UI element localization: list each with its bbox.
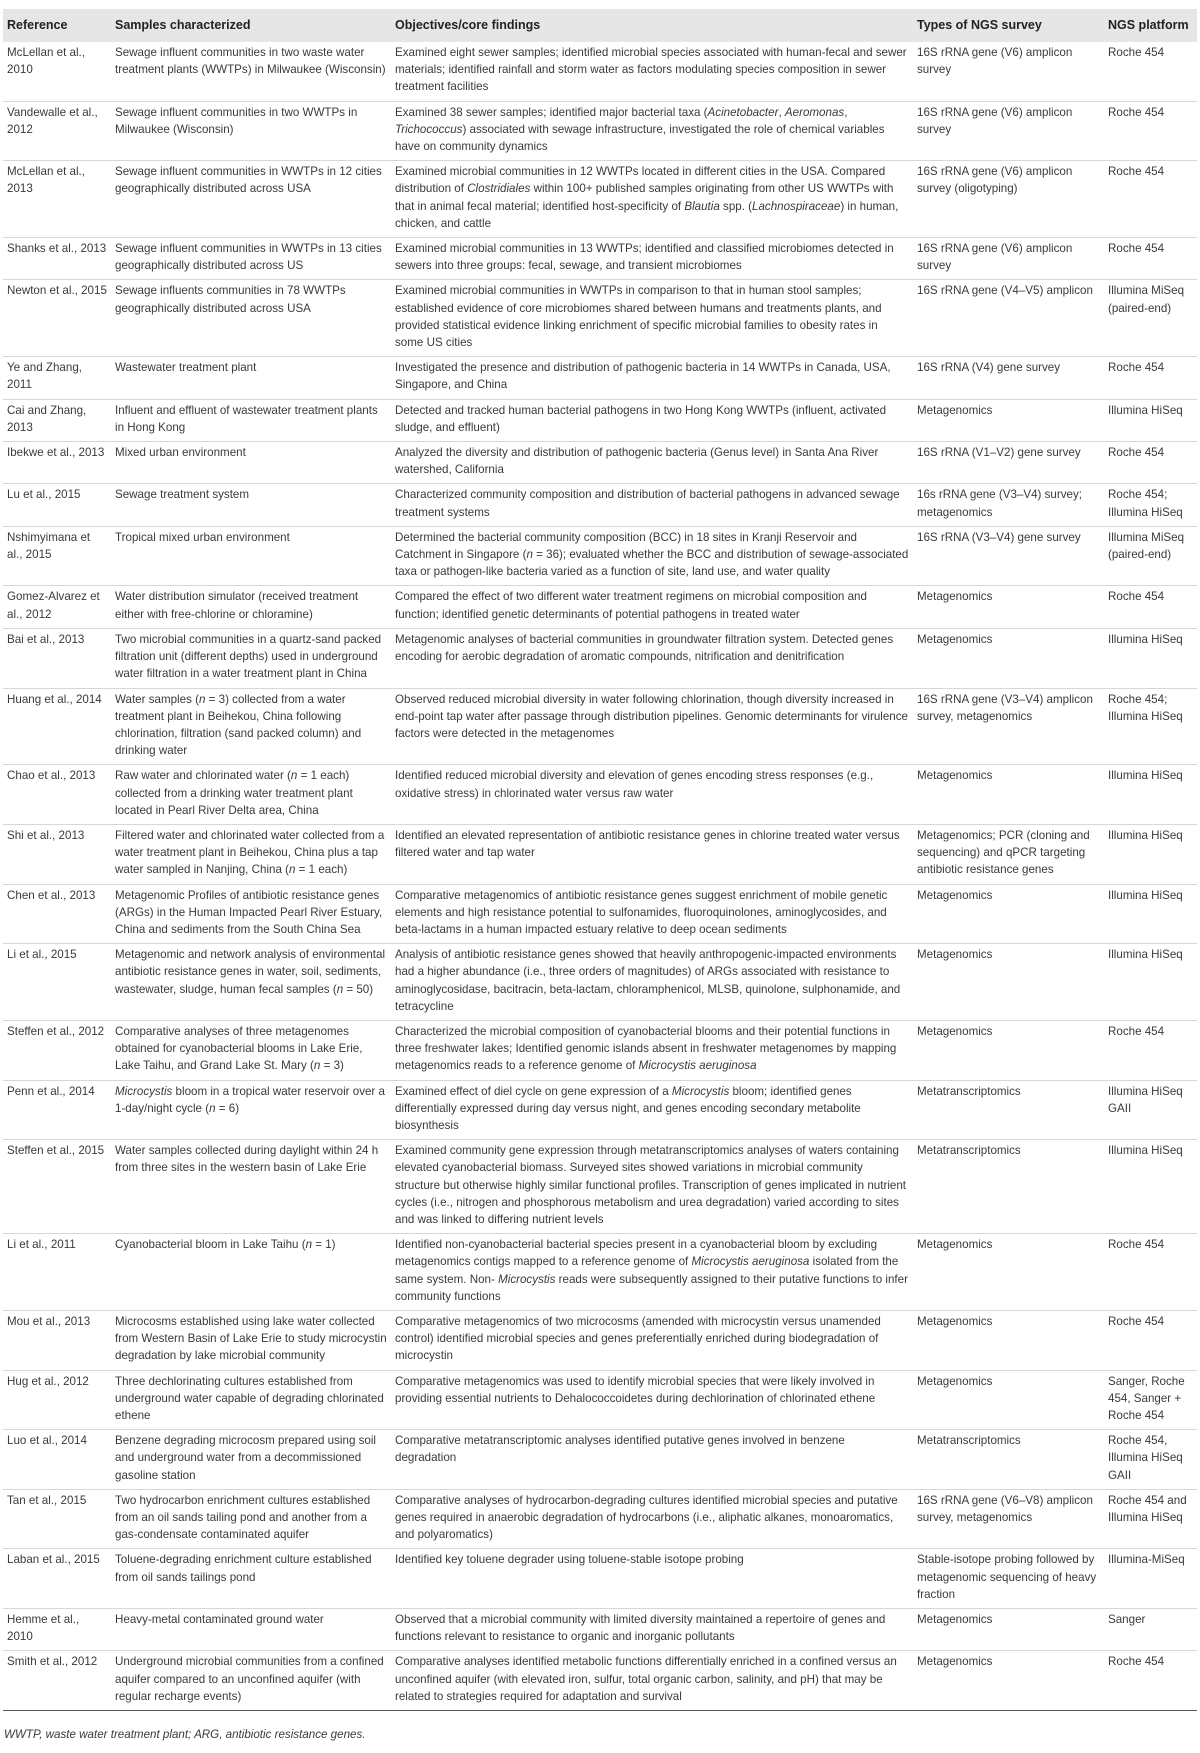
- cell-samples: Raw water and chlorinated water (n = 1 each) collected from a drinking water treatment plant located in Pearl River Delta area, China: [111, 765, 391, 825]
- cell-samples: Water samples collected during daylight within 24 h from three sites in the western basin of Lake Erie: [111, 1140, 391, 1234]
- cell-survey-type: 16S rRNA gene (V4–V5) amplicon: [913, 280, 1104, 357]
- cell-findings: Characterized community composition and distribution of bacterial pathogens in advanced sewage treatment systems: [391, 484, 913, 526]
- header-survey-type: Types of NGS survey: [913, 9, 1104, 42]
- ngs-studies-table: [3, 9, 1197, 1711]
- cell-samples: Metagenomic and network analysis of environmental antibiotic resistance genes in water, soil, sediments, wastewater, sludge, human fecal samples (n = 50): [111, 944, 391, 1021]
- table-footnote: WWTP, waste water treatment plant; ARG, antibiotic resistance genes.: [4, 1728, 366, 1741]
- table-row: [3, 161, 1197, 238]
- table-row: [3, 442, 1197, 484]
- cell-samples: Metagenomic Profiles of antibiotic resistance genes (ARGs) in the Human Impacted Pearl River Estuary, China and sediments from the South China Sea: [111, 884, 391, 944]
- cell-survey-type: Metatranscriptomics: [913, 1140, 1104, 1234]
- cell-survey-type: Metagenomics: [913, 1370, 1104, 1430]
- cell-findings: Analyzed the diversity and distribution of pathogenic bacteria (Genus level) in Santa Ana River watershed, California: [391, 442, 913, 484]
- cell-platform: Roche 454: [1104, 1234, 1197, 1311]
- cell-samples: Sewage treatment system: [111, 484, 391, 526]
- cell-reference: Shanks et al., 2013: [3, 238, 111, 280]
- cell-samples: Cyanobacterial bloom in Lake Taihu (n = 1): [111, 1234, 391, 1311]
- cell-reference: Nshimyimana et al., 2015: [3, 526, 111, 586]
- table-row: [3, 765, 1197, 825]
- table-row: [3, 824, 1197, 884]
- cell-survey-type: Metagenomics: [913, 586, 1104, 628]
- cell-platform: Roche 454, Illumina HiSeq GAII: [1104, 1430, 1197, 1490]
- cell-reference: Laban et al., 2015: [3, 1549, 111, 1609]
- cell-samples: Water distribution simulator (received treatment either with free-chlorine or chloramine): [111, 586, 391, 628]
- cell-reference: Chen et al., 2013: [3, 884, 111, 944]
- cell-platform: Roche 454: [1104, 101, 1197, 161]
- table-row: [3, 357, 1197, 399]
- cell-reference: Penn et al., 2014: [3, 1080, 111, 1140]
- table-row: [3, 1489, 1197, 1549]
- cell-survey-type: Metatranscriptomics: [913, 1430, 1104, 1490]
- cell-findings: Examined 38 sewer samples; identified major bacterial taxa (Acinetobacter, Aeromonas, Trichococcus) associated with sewage infrastructure, investigated the role of chemical variables have on community dynamics: [391, 101, 913, 161]
- cell-survey-type: 16S rRNA (V4) gene survey: [913, 357, 1104, 399]
- cell-findings: Comparative metatranscriptomic analyses identified putative genes involved in benzene degradation: [391, 1430, 913, 1490]
- cell-samples: Underground microbial communities from a confined aquifer compared to an unconfined aquifer (with regular recharge events): [111, 1651, 391, 1711]
- cell-samples: Tropical mixed urban environment: [111, 526, 391, 586]
- cell-reference: Luo et al., 2014: [3, 1430, 111, 1490]
- cell-findings: Detected and tracked human bacterial pathogens in two Hong Kong WWTPs (influent, activated sludge, and effluent): [391, 399, 913, 441]
- cell-reference: Tan et al., 2015: [3, 1489, 111, 1549]
- table-header-row: [3, 9, 1197, 42]
- table-row: [3, 1020, 1197, 1080]
- cell-survey-type: Metagenomics; PCR (cloning and sequencing) and qPCR targeting antibiotic resistance genes: [913, 824, 1104, 884]
- table-body: [3, 42, 1197, 1711]
- cell-platform: Illumina HiSeq: [1104, 1140, 1197, 1234]
- cell-platform: Illumina-MiSeq: [1104, 1549, 1197, 1609]
- cell-samples: Filtered water and chlorinated water collected from a water treatment plant in Beihekou, China plus a tap water sampled in Nanjing, China (n = 1 each): [111, 824, 391, 884]
- cell-reference: McLellan et al., 2010: [3, 42, 111, 101]
- cell-platform: Illumina HiSeq: [1104, 628, 1197, 688]
- cell-platform: Roche 454; Illumina HiSeq: [1104, 484, 1197, 526]
- cell-findings: Comparative analyses of hydrocarbon-degrading cultures identified microbial species and putative genes required in anaerobic degradation of hydrocarbons (i.e., aliphatic alkanes, monoaromatics, and polyaromatics): [391, 1489, 913, 1549]
- cell-samples: Comparative analyses of three metagenomes obtained for cyanobacterial blooms in Lake Erie, Lake Taihu, and Grand Lake St. Mary (n = 3): [111, 1020, 391, 1080]
- cell-reference: Bai et al., 2013: [3, 628, 111, 688]
- cell-survey-type: 16s rRNA gene (V3–V4) survey; metagenomics: [913, 484, 1104, 526]
- cell-survey-type: 16S rRNA (V3–V4) gene survey: [913, 526, 1104, 586]
- cell-survey-type: Metagenomics: [913, 628, 1104, 688]
- cell-samples: Water samples (n = 3) collected from a water treatment plant in Beihekou, China following chlorination, filtration (sand packed column) and drinking water: [111, 688, 391, 765]
- cell-samples: Heavy-metal contaminated ground water: [111, 1609, 391, 1651]
- cell-samples: Wastewater treatment plant: [111, 357, 391, 399]
- cell-findings: Identified non-cyanobacterial bacterial species present in a cyanobacterial bloom by excluding metagenomics contigs mapped to a reference genome of Microcystis aeruginosa isolated from the same system. Non- Microcystis reads were subsequently assigned to their putative functions to infer community functions: [391, 1234, 913, 1311]
- cell-samples: Microcystis bloom in a tropical water reservoir over a 1-day/night cycle (n = 6): [111, 1080, 391, 1140]
- cell-samples: Sewage influent communities in WWTPs in 13 cities geographically distributed across US: [111, 238, 391, 280]
- cell-platform: Roche 454: [1104, 442, 1197, 484]
- cell-platform: Roche 454: [1104, 238, 1197, 280]
- cell-findings: Observed that a microbial community with limited diversity maintained a repertoire of genes and functions relevant to resistance to organic and inorganic pollutants: [391, 1609, 913, 1651]
- cell-survey-type: 16S rRNA gene (V6) amplicon survey: [913, 238, 1104, 280]
- cell-reference: Gomez-Alvarez et al., 2012: [3, 586, 111, 628]
- table-row: [3, 42, 1197, 101]
- table-row: [3, 238, 1197, 280]
- cell-reference: Hemme et al., 2010: [3, 1609, 111, 1651]
- cell-findings: Examined eight sewer samples; identified microbial species associated with human-fecal and sewer materials; identified rainfall and storm water as factors modulating species composition in sewer treatment facilities: [391, 42, 913, 101]
- cell-platform: Roche 454: [1104, 161, 1197, 238]
- table-row: [3, 1140, 1197, 1234]
- cell-platform: Sanger: [1104, 1609, 1197, 1651]
- cell-samples: Two microbial communities in a quartz-sand packed filtration unit (different depths) used in underground water filtration in a water treatment plant in China: [111, 628, 391, 688]
- cell-samples: Sewage influents communities in 78 WWTPs geographically distributed across USA: [111, 280, 391, 357]
- cell-reference: Ibekwe et al., 2013: [3, 442, 111, 484]
- cell-reference: Chao et al., 2013: [3, 765, 111, 825]
- cell-platform: Roche 454 and Illumina HiSeq: [1104, 1489, 1197, 1549]
- cell-reference: Lu et al., 2015: [3, 484, 111, 526]
- cell-samples: Toluene-degrading enrichment culture established from oil sands tailings pond: [111, 1549, 391, 1609]
- cell-reference: Vandewalle et al., 2012: [3, 101, 111, 161]
- cell-survey-type: Metagenomics: [913, 1234, 1104, 1311]
- cell-survey-type: Metagenomics: [913, 1651, 1104, 1711]
- header-findings: Objectives/core findings: [391, 9, 913, 42]
- table-row: [3, 526, 1197, 586]
- cell-platform: Illumina HiSeq: [1104, 884, 1197, 944]
- cell-reference: Shi et al., 2013: [3, 824, 111, 884]
- cell-survey-type: 16S rRNA (V1–V2) gene survey: [913, 442, 1104, 484]
- table-row: [3, 628, 1197, 688]
- table-row: [3, 1549, 1197, 1609]
- cell-findings: Investigated the presence and distribution of pathogenic bacteria in 14 WWTPs in Canada, USA, Singapore, and China: [391, 357, 913, 399]
- cell-findings: Examined microbial communities in 12 WWTPs located in different cities in the USA. Compared distribution of Clostridiales within 100+ published samples originating from other US WWTPs with that in animal fecal material; identified host-specificity of Blautia spp. (Lachnospiraceae) in human, chicken, and cattle: [391, 161, 913, 238]
- table-row: [3, 399, 1197, 441]
- cell-findings: Identified an elevated representation of antibiotic resistance genes in chlorine treated water versus filtered water and tap water: [391, 824, 913, 884]
- cell-findings: Observed reduced microbial diversity in water following chlorination, though diversity increased in end-point tap water after passage through distribution pipelines. Genomic determinants for virulence factors were detected in the metagenomes: [391, 688, 913, 765]
- table-row: [3, 1430, 1197, 1490]
- table-row: [3, 484, 1197, 526]
- cell-samples: Microcosms established using lake water collected from Western Basin of Lake Erie to study microcystin degradation by lake microbial community: [111, 1311, 391, 1371]
- cell-platform: Roche 454: [1104, 1311, 1197, 1371]
- cell-reference: Huang et al., 2014: [3, 688, 111, 765]
- cell-survey-type: 16S rRNA gene (V6) amplicon survey (oligotyping): [913, 161, 1104, 238]
- cell-platform: Illumina HiSeq GAII: [1104, 1080, 1197, 1140]
- cell-samples: Two hydrocarbon enrichment cultures established from an oil sands tailing pond and another from a gas-condensate contaminated aquifer: [111, 1489, 391, 1549]
- cell-samples: Sewage influent communities in WWTPs in 12 cities geographically distributed across USA: [111, 161, 391, 238]
- header-reference: Reference: [3, 9, 111, 42]
- table-row: [3, 884, 1197, 944]
- cell-platform: Illumina HiSeq: [1104, 765, 1197, 825]
- cell-samples: Benzene degrading microcosm prepared using soil and underground water from a decommissioned gasoline station: [111, 1430, 391, 1490]
- table-row: [3, 944, 1197, 1021]
- cell-reference: Steffen et al., 2012: [3, 1020, 111, 1080]
- table-row: [3, 1311, 1197, 1371]
- cell-platform: Illumina HiSeq: [1104, 944, 1197, 1021]
- cell-findings: Analysis of antibiotic resistance genes showed that heavily anthropogenic-impacted environments had a higher abundance (i.e., three orders of magnitudes) of ARGs associated with resistance to aminoglycosidase, bacitracin, beta-lactam, chloramphenicol, MLSB, quinolone, sulphonamide, and tetracycline: [391, 944, 913, 1021]
- cell-reference: Mou et al., 2013: [3, 1311, 111, 1371]
- cell-samples: Mixed urban environment: [111, 442, 391, 484]
- cell-samples: Influent and effluent of wastewater treatment plants in Hong Kong: [111, 399, 391, 441]
- cell-survey-type: Metagenomics: [913, 1311, 1104, 1371]
- cell-platform: Roche 454: [1104, 42, 1197, 101]
- cell-survey-type: Metagenomics: [913, 399, 1104, 441]
- cell-findings: Comparative metagenomics of two microcosms (amended with microcystin versus unamended control) identified microbial species and genes preferentially enriched during biodegradation of microcystin: [391, 1311, 913, 1371]
- cell-platform: Illumina MiSeq (paired-end): [1104, 280, 1197, 357]
- cell-samples: Sewage influent communities in two WWTPs in Milwaukee (Wisconsin): [111, 101, 391, 161]
- table-row: [3, 1234, 1197, 1311]
- cell-findings: Characterized the microbial composition of cyanobacterial blooms and their potential functions in three freshwater lakes; Identified genomic islands absent in freshwater metagenomes by mapping metagenomics reads to a reference genome of Microcystis aeruginosa: [391, 1020, 913, 1080]
- cell-findings: Metagenomic analyses of bacterial communities in groundwater filtration system. Detected genes encoding for aerobic degradation of aromatic compounds, nitrification and denitrification: [391, 628, 913, 688]
- header-samples: Samples characterized: [111, 9, 391, 42]
- cell-reference: Li et al., 2015: [3, 944, 111, 1021]
- cell-platform: Sanger, Roche 454, Sanger + Roche 454: [1104, 1370, 1197, 1430]
- cell-reference: Smith et al., 2012: [3, 1651, 111, 1711]
- cell-platform: Roche 454; Illumina HiSeq: [1104, 688, 1197, 765]
- cell-findings: Comparative metagenomics of antibiotic resistance genes suggest enrichment of mobile genetic elements and high resistance potential to sulfonamides, fluoroquinolones, aminoglycosides, and beta-lactams in a human impacted estuary relative to deep ocean sediments: [391, 884, 913, 944]
- cell-findings: Examined community gene expression through metatranscriptomics analyses of waters containing elevated cyanobacterial biomass. Surveyed sites showed variations in microbial community structure but otherwise highly similar functional profiles. Transcription of genes implicated in nutrient cycles (i.e., nitrogen and phosphorous metabolism and urea degradation) varied according to sites and was linked to differing nutrient levels: [391, 1140, 913, 1234]
- cell-survey-type: Metatranscriptomics: [913, 1080, 1104, 1140]
- cell-survey-type: Metagenomics: [913, 944, 1104, 1021]
- cell-survey-type: 16S rRNA gene (V3–V4) amplicon survey, metagenomics: [913, 688, 1104, 765]
- table-row: [3, 280, 1197, 357]
- table-row: [3, 586, 1197, 628]
- cell-findings: Examined effect of diel cycle on gene expression of a Microcystis bloom; identified genes differentially expressed during day versus night, and genes encoding secondary metabolite biosynthesis: [391, 1080, 913, 1140]
- cell-survey-type: Metagenomics: [913, 1609, 1104, 1651]
- cell-platform: Illumina HiSeq: [1104, 824, 1197, 884]
- cell-findings: Identified key toluene degrader using toluene-stable isotope probing: [391, 1549, 913, 1609]
- cell-reference: Ye and Zhang, 2011: [3, 357, 111, 399]
- cell-findings: Examined microbial communities in 13 WWTPs; identified and classified microbiomes detected in sewers into three groups: fecal, sewage, and transient microbiomes: [391, 238, 913, 280]
- cell-findings: Identified reduced microbial diversity and elevation of genes encoding stress responses (e.g., oxidative stress) in chlorinated water versus raw water: [391, 765, 913, 825]
- cell-reference: Li et al., 2011: [3, 1234, 111, 1311]
- cell-platform: Roche 454: [1104, 1020, 1197, 1080]
- cell-survey-type: 16S rRNA gene (V6–V8) amplicon survey, metagenomics: [913, 1489, 1104, 1549]
- cell-platform: Roche 454: [1104, 1651, 1197, 1711]
- cell-survey-type: Stable-isotope probing followed by metagenomic sequencing of heavy fraction: [913, 1549, 1104, 1609]
- cell-samples: Sewage influent communities in two waste water treatment plants (WWTPs) in Milwaukee (Wisconsin): [111, 42, 391, 101]
- cell-platform: Illumina MiSeq (paired-end): [1104, 526, 1197, 586]
- cell-survey-type: Metagenomics: [913, 1020, 1104, 1080]
- table-row: [3, 1370, 1197, 1430]
- cell-findings: Compared the effect of two different water treatment regimens on microbial composition and function; identified genetic determinants of potential pathogens in treated water: [391, 586, 913, 628]
- cell-survey-type: 16S rRNA gene (V6) amplicon survey: [913, 42, 1104, 101]
- table-row: [3, 1080, 1197, 1140]
- cell-findings: Examined microbial communities in WWTPs in comparison to that in human stool samples; established evidence of core microbiomes shared between humans and treatments plants, and provided statistical evidence linking enrichment of specific microbial families to obesity rates in some US cities: [391, 280, 913, 357]
- cell-reference: Cai and Zhang, 2013: [3, 399, 111, 441]
- table-row: [3, 101, 1197, 161]
- cell-platform: Roche 454: [1104, 357, 1197, 399]
- cell-findings: Determined the bacterial community composition (BCC) in 18 sites in Kranji Reservoir and Catchment in Singapore (n = 36); evaluated whether the BCC and distribution of sewage-associated taxa or pathogen-like bacteria varied as a function of site, land use, and water quality: [391, 526, 913, 586]
- table-row: [3, 1651, 1197, 1711]
- table-row: [3, 688, 1197, 765]
- cell-reference: McLellan et al., 2013: [3, 161, 111, 238]
- cell-survey-type: 16S rRNA gene (V6) amplicon survey: [913, 101, 1104, 161]
- cell-findings: Comparative analyses identified metabolic functions differentially enriched in a confined versus an unconfined aquifer (with elevated iron, sulfur, total organic carbon, salinity, and pH) that may be related to strategies required for adaptation and survival: [391, 1651, 913, 1711]
- cell-survey-type: Metagenomics: [913, 884, 1104, 944]
- table-row: [3, 1609, 1197, 1651]
- cell-reference: Steffen et al., 2015: [3, 1140, 111, 1234]
- cell-reference: Hug et al., 2012: [3, 1370, 111, 1430]
- header-platform: NGS platform: [1104, 9, 1197, 42]
- cell-findings: Comparative metagenomics was used to identify microbial species that were likely involved in providing essential nutrients to Dehalococcoidetes during dechlorination of chlorinated ethene: [391, 1370, 913, 1430]
- cell-platform: Roche 454: [1104, 586, 1197, 628]
- cell-reference: Newton et al., 2015: [3, 280, 111, 357]
- cell-samples: Three dechlorinating cultures established from underground water capable of degrading chlorinated ethene: [111, 1370, 391, 1430]
- cell-survey-type: Metagenomics: [913, 765, 1104, 825]
- cell-platform: Illumina HiSeq: [1104, 399, 1197, 441]
